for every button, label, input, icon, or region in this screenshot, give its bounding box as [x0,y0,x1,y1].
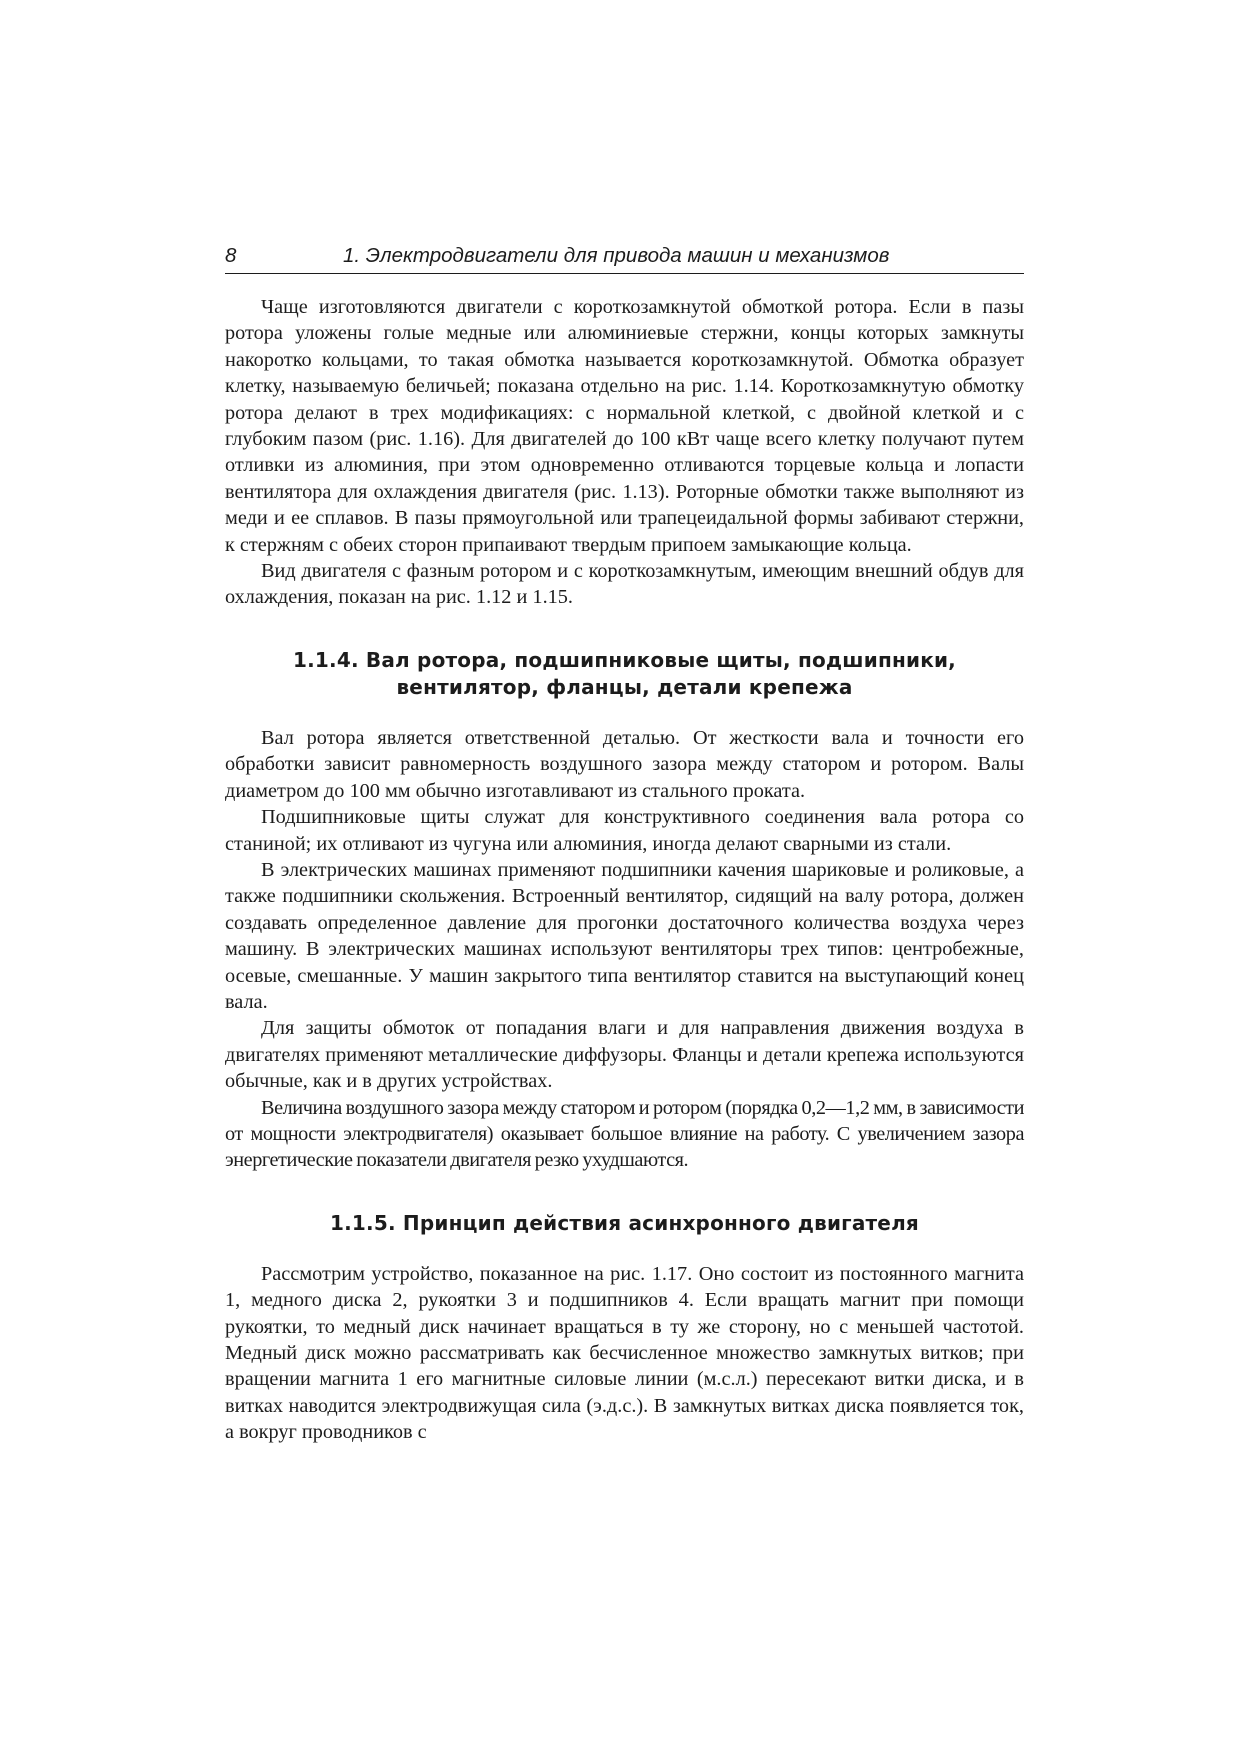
running-head [225,243,1024,274]
paragraph: Рассмотрим устройство, показанное на рис. 1.17. Оно состоит из постоянного магнита 1, медного диска 2, рукоятки 3 и подшипников 4. Если вращать магнит при помощи рукоятки, то медный диск начинает вращаться в ту же сторону, но с меньшей частотой. Медный диск можно рассматривать как бесчисленное множество замкнутых витков; при вращении магнита 1 его магнитные силовые линии (м.с.л.) пересекают витки диска, и в витках наводится электродвижущая сила (э.д.с.). В замкнутых витках диска появляется ток, а вокруг проводников с [225,1262,1024,1444]
paragraph: Вал ротора является ответственной деталью. От жесткости вала и точности его обработки зависит равномерность воздушного зазора между статором и ротором. Валы диаметром до 100 мм обычно изготавливают из стального проката. [225,726,1024,802]
paragraph: В электрических машинах применяют подшипники качения шариковые и роликовые, а также подшипники скольжения. Встроенный вентилятор, сидящий на валу ротора, должен создавать определенное давление для прогонки достаточного количества воздуха через машину. В электрических машинах используют вентиляторы трех типов: центробежные, осевые, смешанные. У машин закрытого типа вентилятор ставится на выступающий конец вала. [225,858,1024,1013]
page-number: 8 [225,244,237,267]
section-1-1-4-body [225,725,1024,1174]
intro-section [225,294,1024,611]
paragraph: Чаще изготовляются двигатели с короткозамкнутой обмоткой ротора. Если в пазы ротора уложены голые медные или алюминиевые стержни, концы которых замкнуты накоротко кольцами, то такая обмотка называется короткозамкнутой. Обмотка образует клетку, называемую беличьей; показана отдельно на рис. 1.14. Короткозамкнутую обмотку ротора делают в трех модификациях: с нормальной клеткой, с двойной клеткой и с глубоким пазом (рис. 1.16). Для двигателей до 100 кВт чаще всего клетку получают путем отливки из алюминия, при этом одновременно отливаются торцевые кольца и лопасти вентилятора для охлаждения двигателя (рис. 1.13). Роторные обмотки также выполняют из меди и ее сплавов. В пазы прямоугольной или трапецеидальной формы забивают стержни, к стержням с обеих сторон припаивают твердым припоем замыкающие кольца. [225,296,1024,556]
paragraph: Величина воздушного зазора между статором и ротором (порядка 0,2—1,2 мм, в зависимости от мощности электродвигателя) оказывает большое влияние на работу. С увеличением зазора энергетические показатели двигателя резко ухудшаются. [225,1096,1024,1172]
section-heading-1-1-4 [225,647,1024,701]
paragraph: Подшипниковые щиты служат для конструктивного соединения вала ротора со станиной; их отливают из чугуна или алюминия, иногда делают сварными из стали. [225,806,1024,855]
section-1-1-5-body [225,1261,1024,1446]
paragraph: Для защиты обмоток от попадания влаги и для направления движения воздуха в двигателях применяют металлические диффузоры. Фланцы и детали крепежа используются обычные, как и в других устройствах. [225,1017,1024,1093]
chapter-title: 1. Электродвигатели для привода машин и механизмов [343,244,890,267]
paragraph: Вид двигателя с фазным ротором и с короткозамкнутым, имеющим внешний обдув для охлаждения, показан на рис. 1.12 и 1.15. [225,560,1024,609]
section-heading-1-1-5: 1.1.5. Принцип действия асинхронного двигателя [330,1210,919,1235]
heading-line: вентилятор, фланцы, детали крепежа [396,674,853,699]
book-page [225,243,1024,1446]
heading-line: 1.1.4. Вал ротора, подшипниковые щиты, подшипники, [293,647,956,672]
